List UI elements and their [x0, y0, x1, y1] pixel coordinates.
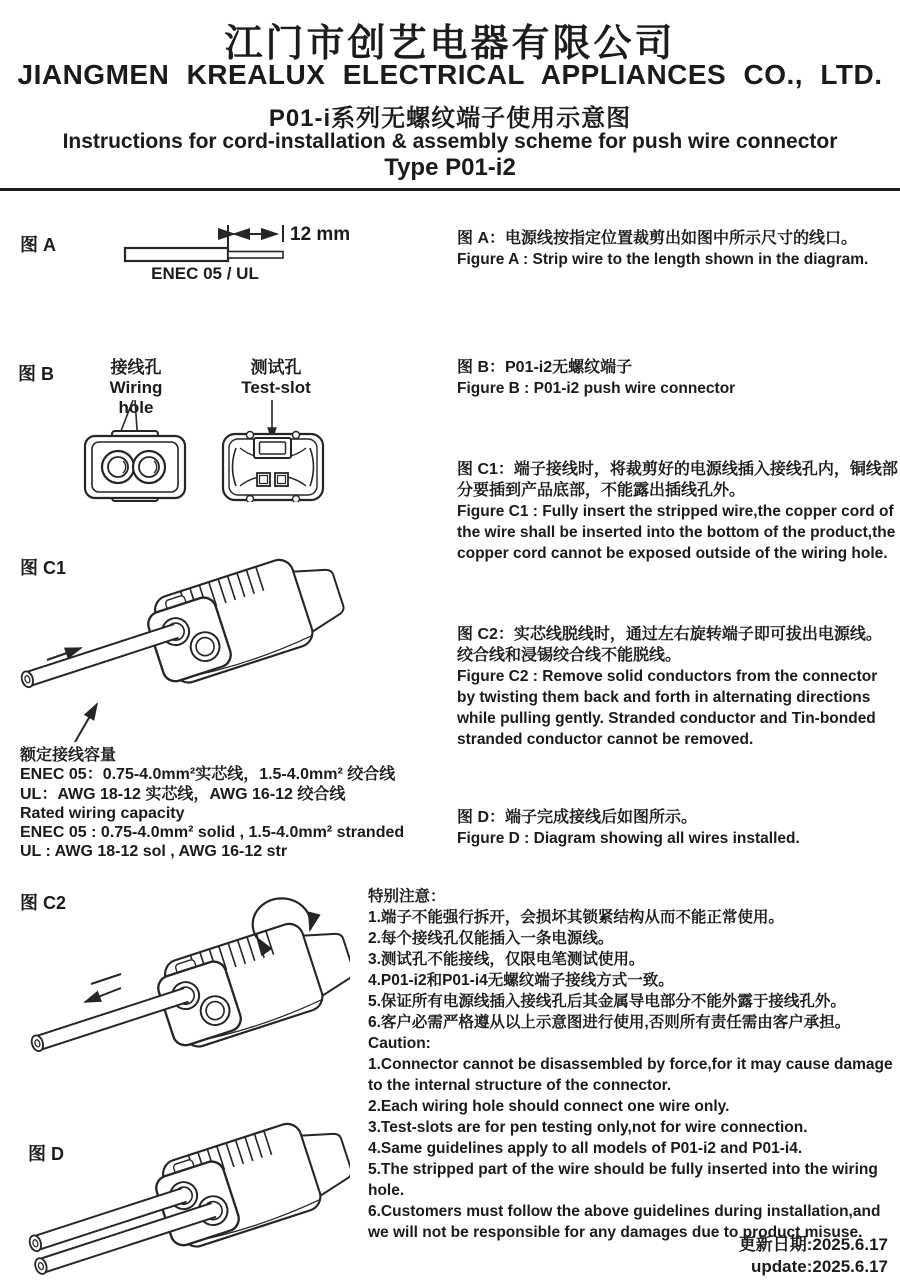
note-item-en: 4.Same guidelines apply to all models of P01-i2 and P01-i4.: [368, 1140, 803, 1157]
document-subtitle-cn: P01-i系列无螺纹端子使用示意图: [268, 105, 632, 132]
figure-d-description: [457, 807, 899, 849]
capacity-title-cn: 额定接线容量: [20, 747, 117, 764]
notes-title-en: Caution:: [368, 1035, 431, 1052]
notes-list-cn: [368, 907, 898, 1033]
note-item-cn: 1.端子不能强行拆开，会损坏其锁紧结构从而不能正常使用。: [368, 909, 784, 926]
capacity-ul-en: UL : AWG 18-12 sol , AWG 16-12 str: [20, 843, 288, 861]
strip-dimension-arrow-icon: [228, 225, 283, 248]
figure-c1-desc-en: Figure C1 : Fully insert the stripped wire,the copper cord of the wire shall be inserted into the bottom of the product,the copper cord cannot be exposed outside of the wiring hole.: [457, 503, 896, 562]
connector-front-view: [82, 396, 188, 502]
figure-c2-desc-cn-1: 图 C2：实芯线脱线时，通过左右旋转端子即可拔出电源线。: [457, 626, 882, 643]
pull-arrow-icon: [85, 974, 121, 1002]
figure-d-desc-en: Figure D : Diagram showing all wires installed.: [457, 830, 800, 847]
company-name-cn: 江门市创艺电器有限公司: [224, 23, 676, 65]
figure-c1-desc-cn: 图 C1：端子接线时，将裁剪好的电源线插入接线孔内，铜线部分要插到产品底部，不能露出插线孔外。: [457, 461, 898, 499]
figure-a-desc-cn: 图 A：电源线按指定位置裁剪出如图中所示尺寸的线口。: [457, 230, 858, 247]
figure-d-diagram: [5, 1106, 350, 1280]
header-divider: [0, 188, 900, 191]
connector-with-wires: [17, 1109, 350, 1280]
document-subtitle-en: Instructions for cord-installation & assembly scheme for push wire connector: [62, 130, 838, 153]
wire-standard-label: ENEC 05 / UL: [151, 264, 259, 283]
wire-stripped-end: [228, 252, 283, 259]
note-item-cn: 6.客户必需严格遵从以上示意图进行使用,否则所有责任需由客户承担。: [368, 1014, 851, 1031]
figure-c2-label: 图 C2: [20, 893, 67, 913]
figure-b-desc-cn: 图 B：P01-i2无螺纹端子: [457, 359, 633, 376]
figure-c1-description: [457, 459, 899, 564]
capacity-enec-en: ENEC 05 : 0.75-4.0mm² solid , 1.5-4.0mm² stranded: [20, 824, 405, 842]
figure-c2-diagram: [5, 878, 350, 1092]
figure-a-label: 图 A: [20, 235, 56, 255]
figure-c1-label: 图 C1: [20, 558, 67, 578]
figure-a-description: [457, 228, 899, 270]
figure-d-desc-cn: 图 D：端子完成接线后如图所示。: [457, 809, 698, 826]
inserted-wire: [30, 987, 189, 1052]
note-item-en: 5.The stripped part of the wire should be fully inserted into the wiring hole.: [368, 1161, 878, 1199]
note-item-cn: 4.P01-i2和P01-i4无螺纹端子接线方式一致。: [368, 972, 674, 989]
note-item-en: 3.Test-slots are for pen testing only,not for wire connection.: [368, 1119, 808, 1136]
connector-with-wire: [21, 909, 350, 1092]
note-item-cn: 2.每个接线孔仅能插入一条电源线。: [368, 930, 614, 947]
update-date-en: update:2025.6.17: [750, 1257, 888, 1276]
note-item-en: 6.Customers must follow the above guidelines during installation,and we will not be responsible for any damages due to product misuse.: [368, 1203, 881, 1241]
figure-c1-diagram: [5, 548, 345, 754]
capacity-title-en: Rated wiring capacity: [20, 804, 185, 822]
connector-with-wire: [11, 548, 345, 732]
strip-length-value: 12 mm: [290, 224, 351, 245]
capacity-enec-cn: ENEC 05：0.75-4.0mm²实芯线，1.5-4.0mm² 绞合线: [20, 766, 396, 784]
figure-c2-description: [457, 624, 899, 750]
update-date-cn: 更新日期:2025.6.17: [738, 1235, 888, 1254]
company-name-en: JIANGMEN KREALUX ELECTRICAL APPLIANCES CO., LTD.: [17, 59, 883, 90]
capacity-ul-cn: UL：AWG 18-12 实芯线，AWG 16-12 绞合线: [20, 785, 346, 803]
figure-b-label: 图 B: [18, 364, 54, 384]
test-slot-label-en: Test-slot: [241, 378, 311, 397]
figure-b-description: [457, 357, 899, 399]
update-date-block: [739, 1234, 888, 1278]
test-slot-opening: [254, 438, 291, 458]
figure-d-label: 图 D: [28, 1144, 64, 1164]
note-item-en: 2.Each wiring hole should connect one wire only.: [368, 1098, 730, 1115]
test-slot-label: [233, 358, 319, 398]
wire-insulation: [125, 248, 228, 261]
note-item-en: 1.Connector cannot be disassembled by force,for it may cause damage to the internal structure of the connector.: [368, 1056, 893, 1094]
special-notes: [368, 886, 898, 1243]
note-item-cn: 5.保证所有电源线插入接线孔后其金属导电部分不能外露于接线孔外。: [368, 993, 846, 1010]
type-label: Type P01-i2: [384, 154, 516, 181]
note-item-cn: 3.测试孔不能接线，仅限电笔测试使用。: [368, 951, 645, 968]
figure-a-desc-en: Figure A : Strip wire to the length shown in the diagram.: [457, 251, 869, 268]
inserted-wire: [20, 623, 179, 688]
test-slot-label-cn: 测试孔: [250, 358, 302, 377]
figure-c2-desc-cn-2: 绞合线和浸锡绞合线不能脱线。: [457, 647, 682, 664]
wiring-hole-label-en: Wiring hole: [109, 378, 163, 417]
rated-capacity-block: [20, 746, 420, 862]
figure-b-desc-en: Figure B : P01-i2 push wire connector: [457, 380, 736, 397]
figure-c2-desc-en: Figure C2 : Remove solid conductors from the connector by twisting them back and forth in alternating directions while pulling gently. Stranded conductor and Tin-bonded stranded conductor cannot be removed.: [457, 668, 878, 748]
notes-title-cn: 特别注意：: [368, 888, 446, 905]
notes-list-en: [368, 1054, 898, 1243]
connector-top-view: [220, 396, 326, 502]
wiring-hole-label-cn: 接线孔: [110, 358, 162, 377]
